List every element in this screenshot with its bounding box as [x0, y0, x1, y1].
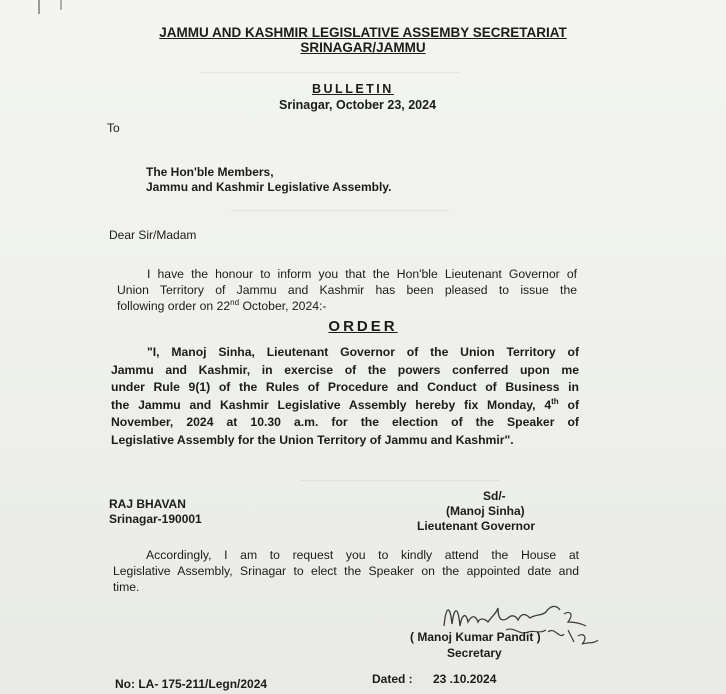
dated-label: Dated : [372, 672, 413, 686]
dated-value: 23 .10.2024 [433, 672, 497, 686]
secretariat-location [0, 40, 726, 55]
order-date-text: the Jammu and Kashmir Legislative Assembly hereby fix Monday, 4 [111, 397, 552, 412]
intro-date-suffix: nd [230, 297, 240, 307]
intro-line-2: Union Territory of Jammu and Kashmir has been pleased to issue the [117, 283, 577, 297]
to-label: To [107, 121, 120, 135]
recipient-line-1: The Hon'ble Members, [146, 165, 274, 179]
order-paragraph [111, 344, 579, 449]
bleed-through [200, 72, 460, 73]
governor-name: (Manoj Sinha) [446, 504, 525, 518]
intro-paragraph [117, 266, 577, 314]
order-line-6: Legislative Assembly for the Union Territory of Jammu and Kashmir". [111, 432, 514, 447]
governor-sd: Sd/- [483, 489, 506, 503]
scan-edge-mark [38, 0, 40, 14]
bleed-through [300, 480, 500, 481]
governor-designation: Lieutenant Governor [417, 519, 536, 533]
order-line-3: under Rule 9(1) of the Rules of Procedure and Conduct of Business in [111, 380, 579, 394]
order-date-rest: of [558, 397, 579, 412]
secretary-designation: Secretary [447, 646, 502, 660]
request-paragraph [113, 547, 579, 595]
bulletin-title: BULLETIN [312, 82, 394, 96]
order-line-2: Jammu and Kashmir, in exercise of the powers conferred upon me [111, 362, 579, 377]
recipient-line-2: Jammu and Kashmir Legislative Assembly. [146, 180, 392, 194]
raj-bhavan-label: RAJ BHAVAN [109, 497, 186, 511]
secretariat-title: JAMMU AND KASHMIR LEGISLATIVE ASSEMBY SECRETARIAT [159, 25, 567, 40]
order-title: ORDER [328, 318, 398, 335]
request-line-1: Accordingly, I am to request you to kindly attend the House at [146, 548, 579, 562]
secretariat-city: SRINAGAR/JAMMU [300, 40, 426, 55]
order-heading [0, 318, 726, 335]
order-line-5: November, 2024 at 10.30 a.m. for the election of the Speaker of [111, 415, 579, 429]
intro-date-text: following order on 22 [117, 299, 231, 313]
bulletin-date: Srinagar, October 23, 2024 [279, 98, 437, 112]
intro-date-rest: October, 2024:- [239, 299, 327, 313]
intro-line-3 [117, 298, 577, 314]
intro-line-1: I have the honour to inform you that the Hon'ble Lieutenant Governor of [147, 267, 577, 281]
salutation: Dear Sir/Madam [109, 228, 197, 242]
request-line-3: time. [113, 580, 140, 594]
secretariat-heading [0, 25, 726, 40]
request-line-2: Legislative Assembly, Srinagar to elect the Speaker on the appointed date and [113, 564, 579, 578]
bleed-through [230, 210, 450, 211]
raj-bhavan-address: Srinagar-190001 [109, 512, 202, 526]
order-line-1: "I, Manoj Sinha, Lieutenant Governor of the Union Territory of [147, 345, 579, 359]
scan-edge-mark [60, 0, 62, 10]
reference-number: No: LA- 175-211/Legn/2024 [115, 677, 268, 691]
order-line-4 [111, 397, 579, 415]
order-date-suffix: th [551, 396, 559, 406]
secretary-name: ( Manoj Kumar Pandit ) [410, 630, 541, 644]
